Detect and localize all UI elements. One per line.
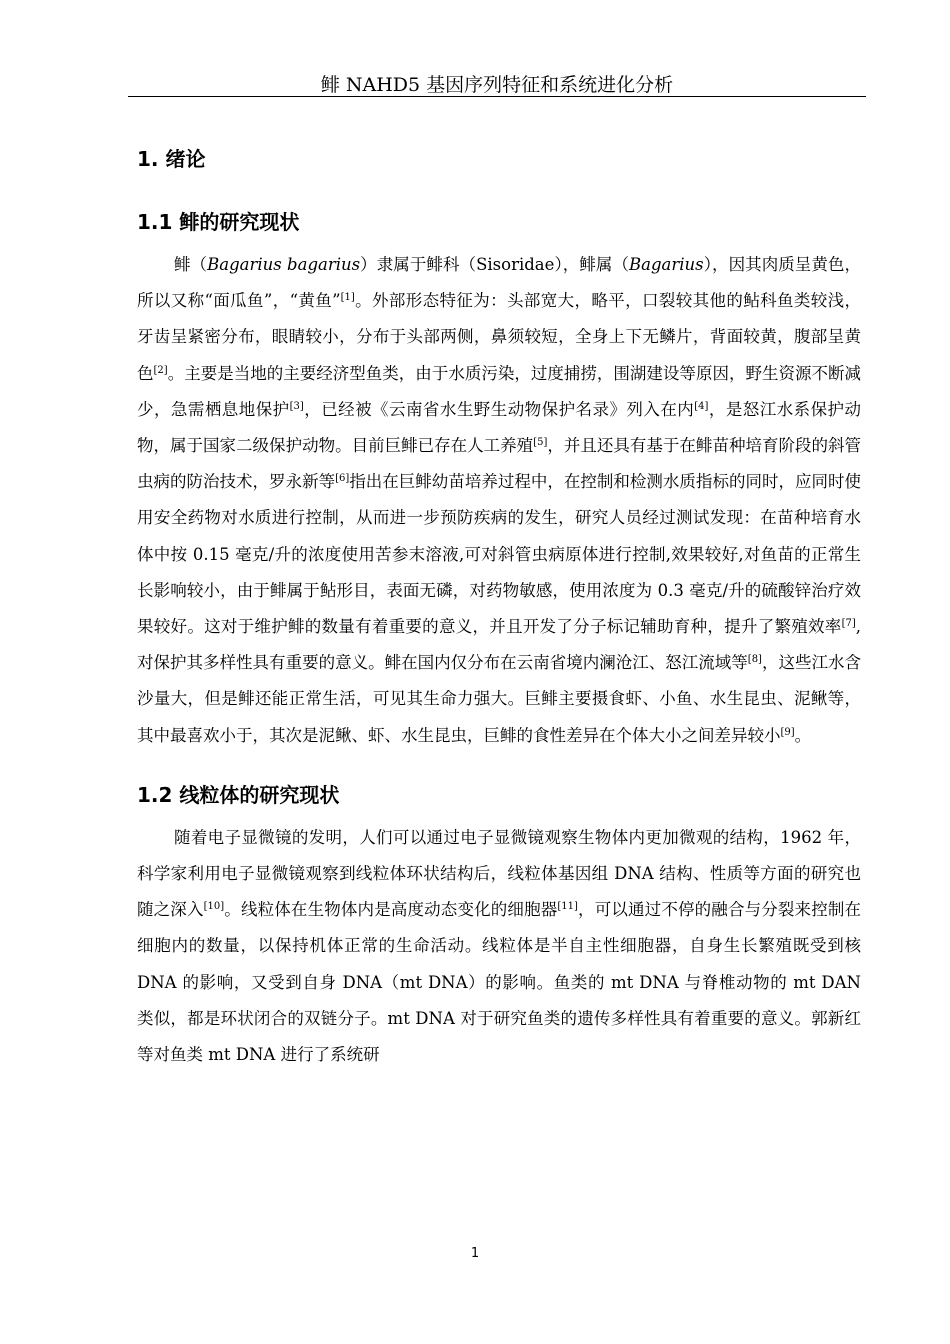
citation-ref: [7]: [841, 618, 856, 630]
citation-ref: [1]: [340, 292, 355, 304]
citation-ref: [4]: [694, 400, 709, 412]
text-run: 。外部形态特征为：头部宽大，略平，口裂较其他的鲇科鱼类较浅，牙齿呈紧密分布，眼睛较小，分布于头部两侧，鼻须较短，全身上下无鳞片，背面较黄，腹部呈黄色: [137, 291, 861, 383]
scientific-name: Bagarius bagarius: [207, 255, 361, 274]
citation-ref: [9]: [780, 726, 795, 738]
citation-ref: [3]: [289, 400, 304, 412]
text-run: 鲱（: [174, 255, 208, 274]
citation-ref: [10]: [203, 901, 225, 913]
scientific-name: Bagarius: [629, 255, 704, 274]
body-paragraph-2: [137, 820, 861, 1073]
citation-ref: [8]: [747, 654, 762, 666]
section-heading-1-1: 1.1 鲱的研究现状: [137, 210, 300, 234]
text-run: ，并且还具有基于在鲱苗种培育阶段的斜管虫病的防治技术，罗永新等: [137, 436, 862, 492]
text-run: ，已经被《云南省水生野生动物保护名录》列入在内: [303, 399, 695, 419]
text-run: 随着电子显微镜的发明，人们可以通过电子显微镜观察生物体内更加微观的结构，1962 年，科学家利用电子显微镜观察到线粒体环状结构后，线粒体基因组 DNA 结构、性质等方面的研究也随之深入: [137, 827, 861, 920]
text-run: 。: [794, 725, 812, 745]
text-run: ），因其肉质呈黄色，所以又称“面瓜鱼”，“黄鱼”: [137, 255, 861, 311]
text-run: ,对保护其多样性具有重要的意义。鲱在国内仅分布在云南省境内澜沧江、怒江流域等: [137, 617, 861, 673]
text-run: ，是怒江水系保护动物，属于国家二级保护动物。目前巨鲱已存在人工养殖: [137, 399, 862, 456]
section-heading-1-2: 1.2 线粒体的研究现状: [137, 782, 340, 807]
citation-ref: [5]: [533, 437, 548, 449]
citation-ref: [2]: [153, 364, 168, 376]
text-run: 指出在巨鲱幼苗培养过程中，在控制和检测水质指标的同时，应同时使用安全药物对水质进行控制，从而进一步预防疾病的发生，研究人员经过测试发现：在苗种培育水体中按 0.15 毫克/升的浓度使用苦参末溶液,可对斜管虫病原体进行控制,效果较好,对鱼苗的正常生长影响较小，由于鲱属于鲇形目，表面无磷，对药物敏感，使用浓度为 0.3 毫克/升的硫酸锌治疗效果较好。这对于维护鲱的数量有着重要的意义，并且开发了分子标记辅助育种，提升了繁殖效率: [137, 472, 862, 637]
text-run: 。主要是当地的主要经济型鱼类，由于水质污染，过度捕捞，围湖建设等原因，野生资源不断减少，急需栖息地保护: [137, 363, 862, 419]
page-content: [137, 144, 861, 1073]
text-run: ，这些江水含沙量大，但是鲱还能正常生活，可见其生命力强大。巨鲱主要摄食虾、小鱼、水生昆虫、泥鳅等，其中最喜欢小于，其次是泥鳅、虾、水生昆虫，巨鲱的食性差异在个体大小之间差异较小: [137, 653, 862, 745]
citation-ref: [6]: [335, 473, 350, 485]
chapter-heading: 1. 绪论: [137, 147, 206, 171]
header-rule: [128, 96, 866, 97]
text-run: ）隶属于鲱科（Sisoridae），鲱属（: [360, 255, 630, 274]
running-header: 鲱 NAHD5 基因序列特征和系统进化分析: [320, 74, 674, 96]
page-number: 1: [470, 1246, 480, 1261]
text-run: 。线粒体在生物体内是高度动态变化的细胞器: [224, 900, 558, 920]
citation-ref: [11]: [557, 901, 578, 913]
body-paragraph-1: [137, 247, 861, 754]
text-run: ，可以通过不停的融合与分裂来控制在细胞内的数量，以保持机体正常的生命活动。线粒体是半自主性细胞器，自身生长繁殖既受到核 DNA 的影响，又受到自身 DNA（mt DNA）的影响。鱼类的 mt DNA 与脊椎动物的 mt DAN 类似，都是环状闭合的双链分子。mt DNA 对于研究鱼类的遗传多样性具有着重要的意义。郭新红等对鱼类 mt DNA 进行了系统研: [137, 900, 862, 1065]
